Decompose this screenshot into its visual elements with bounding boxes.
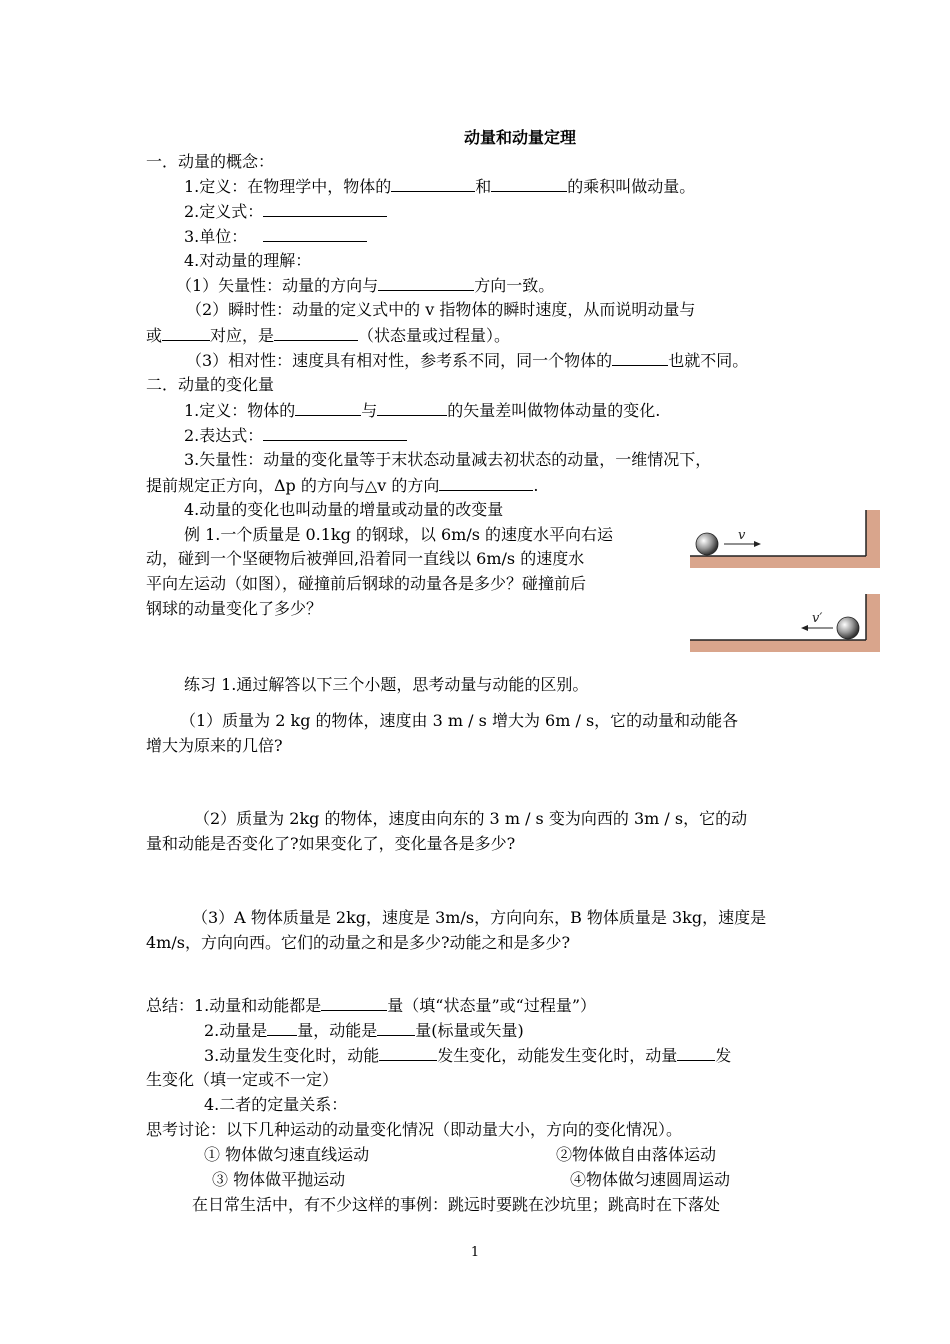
section-2-heading: 二．动量的变化量 [146,375,275,394]
think-daily: 在日常生活中，有不少这样的事例：跳远时要跳在沙坑里；跳高时在下落处 [192,1195,721,1214]
s2-vector-line1: 3.矢量性：动量的变化量等于末状态动量减去初状态的动量，一维情况下， [184,450,712,469]
blank-field[interactable] [263,424,407,441]
blank-field[interactable] [677,1044,715,1061]
example-line: 例 1.一个质量是 0.1kg 的钢球，以 6m/s 的速度水平向右运 [184,525,614,544]
page-title: 动量和动量定理 [464,128,577,147]
s2-expression: 2.表达式： [184,424,407,447]
arrow-right-icon [754,541,761,547]
steel-ball [696,533,718,555]
floor [690,640,880,652]
practice-q1: （1）质量为 2 kg 的物体，速度由 3 m / s 增大为 6m / s，它的动量和动能各 [180,711,739,730]
s2-definition: 1.定义：物体的 与 的矢量差叫做物体动量的变化. [184,401,661,420]
example-line: 平向左运动（如图），碰撞前后钢球的动量各是多少？碰撞前后 [146,574,587,593]
blank-field[interactable] [612,349,668,366]
s1-instant-line2: 或 对应，是 （状态量或过程量）。 [146,326,511,345]
practice-q3: 4m/s，方向向西。它们的动量之和是多少?动能之和是多少? [146,933,571,952]
s1-vector: （1）矢量性：动量的方向与 方向一致。 [176,276,555,295]
velocity-label: v′ [812,611,823,626]
section-1-heading: 一．动量的概念： [146,152,275,171]
blank-field[interactable] [267,1019,297,1036]
steel-ball [837,617,859,639]
blank-field[interactable] [162,324,210,341]
practice-q3: （3）A 物体质量是 2kg，速度是 3m/s，方向向东，B 物体质量是 3kg，速度是 [192,908,767,927]
summary-line: 生变化（填一定或不一定） [146,1070,339,1089]
blank-field[interactable] [321,994,387,1011]
velocity-label: v [738,528,746,543]
blank-field[interactable] [378,274,474,291]
collision-figure [688,506,882,654]
summary-line: 总结：1.动量和动能都是 量（填“状态量”或“过程量”） [146,996,597,1015]
blank-field[interactable] [391,175,475,192]
practice-intro: 练习 1.通过解答以下三个小题，思考动量与动能的区别。 [184,675,589,694]
s1-unit: 3.单位： [184,225,367,248]
blank-field[interactable] [439,474,533,491]
s1-instant-line1: （2）瞬时性：动量的定义式中的 v 指物体的瞬时速度，从而说明动量与 [186,300,696,319]
s1-understand: 4.对动量的理解： [184,251,312,270]
blank-field[interactable] [263,225,367,242]
s1-definition: 1.定义：在物理学中，物体的 和 的乘积叫做动量。 [184,177,696,196]
summary-line: 4.二者的定量关系： [204,1095,348,1114]
example-line: 钢球的动量变化了多少？ [146,599,323,618]
blank-field[interactable] [379,1044,437,1061]
think-option: ②物体做自由落体运动 [556,1145,717,1164]
floor [690,556,880,568]
think-option: ③ 物体做平抛运动 [212,1170,346,1189]
blank-field[interactable] [295,399,361,416]
think-option: ④物体做匀速圆周运动 [570,1170,731,1189]
arrow-left-icon [801,625,808,631]
practice-q1: 增大为原来的几倍? [146,736,283,755]
blank-field[interactable] [491,175,567,192]
practice-q2: （2）质量为 2kg 的物体，速度由向东的 3 m / s 变为向西的 3m / s，它的动 [194,809,748,828]
think-option: ① 物体做匀速直线运动 [204,1145,370,1164]
s2-also: 4.动量的变化也叫动量的增量或动量的改变量 [184,500,504,519]
page-number: 1 [470,1245,480,1260]
think-intro: 思考讨论：以下几种运动的动量变化情况（即动量大小，方向的变化情况）。 [146,1120,683,1139]
summary-line: 2.动量是 量，动能是 量(标量或矢量) [204,1021,524,1040]
s1-relative: （3）相对性：速度具有相对性，参考系不同，同一个物体的 也就不同。 [186,351,749,370]
blank-field[interactable] [377,399,447,416]
practice-q2: 量和动能是否变化了?如果变化了，变化量各是多少? [146,834,516,853]
blank-field[interactable] [274,324,358,341]
example-line: 动，碰到一个坚硬物后被弹回,沿着同一直线以 6m/s 的速度水 [146,549,585,568]
blank-field[interactable] [263,200,387,217]
summary-line: 3.动量发生变化时，动能 发生变化，动能发生变化时，动量 发 [204,1046,732,1065]
blank-field[interactable] [377,1019,415,1036]
s1-formula: 2.定义式： [184,200,387,223]
s2-vector-line2: 提前规定正方向，Δp 的方向与△v 的方向 . [146,476,539,495]
